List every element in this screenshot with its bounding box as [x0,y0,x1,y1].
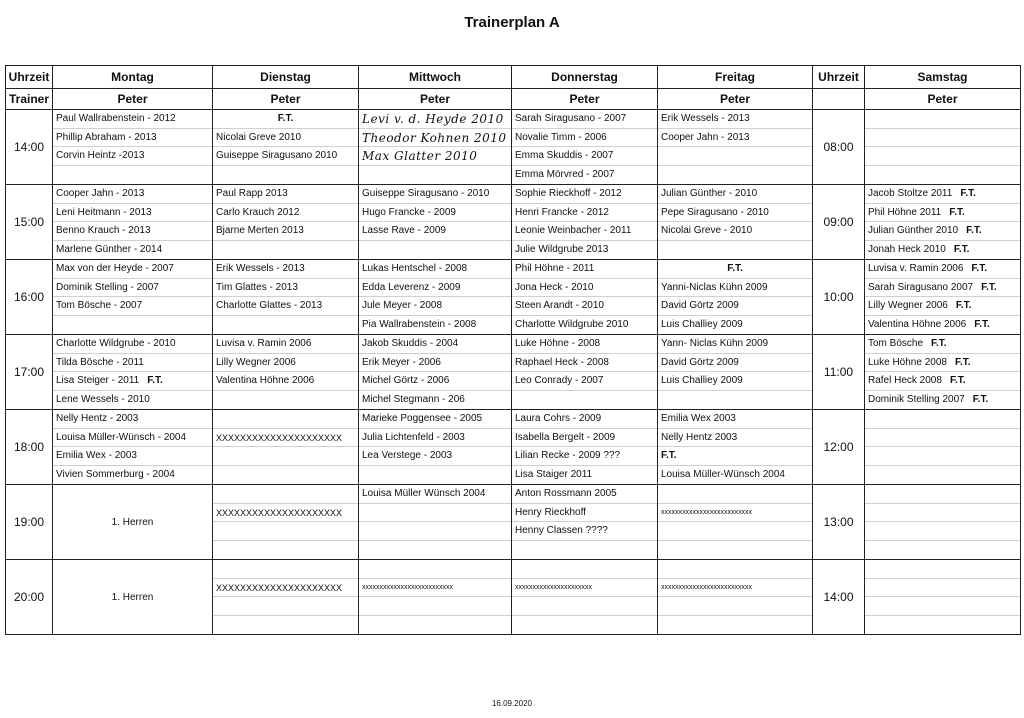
list-item: Hugo Francke - 2009 [359,204,511,223]
list-item [213,410,358,429]
list-item: Lene Wessels - 2010 [56,393,150,405]
header-montag: Montag [53,66,213,89]
list-item: Bjarne Merten 2013 [213,222,358,241]
list-item: David Görtz 2009 [658,354,812,373]
time-slot-row [6,110,813,185]
list-item: Sarah Siragusano - 2007 [512,110,657,129]
time-label: 16:00 [6,260,53,335]
list-item: Paul Wallrabenstein - 2012 [53,110,212,129]
time-label: 08:00 [813,110,865,185]
list-item [658,616,812,635]
ft-marker: F.T. [953,243,970,255]
list-item [213,560,358,579]
time-slot-row [6,485,813,560]
header-row-saturday [813,66,1021,89]
time-label: 14:00 [6,110,53,185]
list-item [865,129,1020,148]
day-cell [865,485,1021,560]
header-uhrzeit: Uhrzeit [6,66,53,89]
list-item [213,241,358,260]
list-item [865,222,1020,241]
list-item [865,147,1020,166]
day-cell [512,260,658,335]
ft-marker: F.T. [949,375,966,386]
list-item [658,522,812,541]
footer-date: 16.09.2020 [491,699,533,708]
ft-marker: F.T. [954,356,971,368]
list-item [865,279,1020,298]
day-cell [213,185,359,260]
day-cell [865,410,1021,485]
time-label: 15:00 [6,185,53,260]
header-trainer: Trainer [6,89,53,110]
blocked-marker: xxxxxxxxxxxxxxxxxxxxxxxxxx [658,579,812,598]
list-item-name: Julian Günther 2010 [868,225,959,236]
list-item: Nicolai Greve 2010 [213,129,358,148]
time-label: 18:00 [6,410,53,485]
list-item: Charlotte Wildgrube - 2010 [53,335,212,354]
list-item: Novalie Timm - 2006 [512,129,657,148]
list-item [865,504,1020,523]
list-item [865,241,1020,260]
list-item: Jule Meyer - 2008 [359,297,511,316]
list-item: Cooper Jahn - 2013 [658,129,812,148]
list-item: Erik Wessels - 2013 [213,260,358,279]
list-item: Jona Heck - 2010 [512,279,657,298]
list-item: Yanni-Niclas Kühn 2009 [658,279,812,298]
header-samstag: Samstag [865,66,1021,89]
list-item: Michel Görtz - 2006 [359,372,511,391]
list-item: Pepe Siragusano - 2010 [658,204,812,223]
list-item [213,166,358,185]
saturday-schedule-table [812,65,1021,635]
day-cell [512,560,658,635]
day-cell [213,560,359,635]
list-item: Nelly Hentz - 2003 [53,410,212,429]
header-uhrzeit-saturday: Uhrzeit [813,66,865,89]
list-item [658,241,812,260]
list-item [865,485,1020,504]
handwritten-entry: Max Glatter 2010 [359,147,511,166]
list-item: Pia Wallrabenstein - 2008 [362,318,477,330]
list-item: Luis Challiey 2009 [658,372,812,391]
ft-marker: F.T. [955,300,972,311]
list-item-name: Luvisa v. Ramin 2006 [868,263,964,274]
list-item [359,541,511,560]
list-item [359,504,511,523]
list-item: David Görtz 2009 [658,297,812,316]
list-item [359,560,511,579]
ft-marker: F.T. [213,110,358,129]
day-cell [658,485,813,560]
ft-marker: F.T. [658,260,812,279]
list-item: Paul Rapp 2013 [213,185,358,204]
ft-marker: F.T. [147,375,163,386]
day-cell [658,410,813,485]
trainer-montag: Peter [53,89,213,110]
list-item: Emilia Wex - 2003 [53,447,212,466]
day-cell [512,410,658,485]
time-slot-row [813,410,1021,485]
list-item: Lilian Recke - 2009 ??? [512,447,657,466]
day-cell [658,110,813,185]
time-label: 17:00 [6,335,53,410]
list-item: Max von der Heyde - 2007 [53,260,212,279]
day-cell [359,110,512,185]
list-item [512,597,657,616]
list-item: Marieke Poggensee - 2005 [359,410,511,429]
list-item [865,560,1020,579]
list-item [865,166,1020,185]
day-cell [359,335,512,410]
ft-marker: F.T. [949,206,965,218]
list-item: Yann- Niclas Kühn 2009 [658,335,812,354]
list-item: Anton Rossmann 2005 [512,485,657,504]
list-item-name: Tom Bösche [868,338,924,349]
list-item: Carlo Krauch 2012 [213,204,358,223]
day-cell [53,335,213,410]
list-item [865,372,1020,391]
list-item [512,560,657,579]
day-cell [658,185,813,260]
day-cell [865,560,1021,635]
list-item: Louisa Müller Wünsch 2004 [359,485,511,504]
ft-marker: F.T. [966,225,982,236]
day-cell [213,410,359,485]
list-item: Corvin Heintz -2013 [53,147,212,166]
list-item: Valentina Höhne 2006 [213,372,358,391]
list-item: Laura Cohrs - 2009 [512,410,657,429]
list-item: Emilia Wex 2003 [658,410,812,429]
list-item [865,522,1020,541]
list-item [213,447,358,466]
list-item: Lukas Hentschel - 2008 [359,260,511,279]
list-item: Henry Rieckhoff [512,504,657,523]
list-item [213,522,358,541]
header-dienstag: Dienstag [213,66,359,89]
header-row-trainer [6,89,813,110]
list-item: Leni Heitmann - 2013 [53,204,212,223]
list-item [865,185,1020,204]
list-item [865,204,1020,223]
list-item-name: Jacob Stoltze 2011 [868,188,953,199]
header-blank [813,89,865,110]
list-item: Raphael Heck - 2008 [512,354,657,373]
day-cell [865,260,1021,335]
day-cell [53,185,213,260]
list-item [359,616,511,635]
list-item: Nicolai Greve - 2010 [658,222,812,241]
time-label: 20:00 [6,560,53,635]
list-item: Henny Classen ???? [512,522,657,541]
list-item [865,260,1020,279]
list-item: Cooper Jahn - 2013 [53,185,212,204]
day-cell [865,110,1021,185]
blocked-marker: xxxxxxxxxxxxxxxxxxxxxxxxxx [658,504,812,523]
list-item-name: Sarah Siragusano 2007 [868,281,974,293]
list-item-name: Lisa Steiger - 2011 [56,375,140,386]
list-item [359,597,511,616]
handwritten-entry: Levi v. d. Heyde 2010 [359,110,511,129]
list-item: Julian Günther - 2010 [658,185,812,204]
day-cell [53,110,213,185]
list-item: Lisa Staiger 2011 [515,468,593,480]
list-item: Luke Höhne - 2008 [512,335,657,354]
list-item: Isabella Bergelt - 2009 [512,429,657,448]
time-slot-row [6,410,813,485]
list-item [359,522,511,541]
list-item: Luvisa v. Ramin 2006 [213,335,358,354]
day-cell [213,110,359,185]
list-item: Louisa Müller-Wünsch - 2004 [53,429,212,448]
list-item [53,166,212,185]
ft-marker: F.T. [981,281,997,293]
list-item: Erik Meyer - 2006 [359,354,511,373]
list-item [213,466,358,485]
header-mittwoch: Mittwoch [359,66,512,89]
time-slot-row [6,185,813,260]
list-item: Tim Glattes - 2013 [213,279,358,298]
list-item-name: Dominik Stelling 2007 [868,393,965,405]
ft-marker: F.T. [972,393,989,405]
time-slot-row [813,185,1021,260]
list-item: Erik Wessels - 2013 [658,110,812,129]
list-item [865,597,1020,616]
header-donnerstag: Donnerstag [512,66,658,89]
list-item: Edda Leverenz - 2009 [359,279,511,298]
team-label: 1. Herren [53,485,213,560]
list-item: Phil Höhne - 2011 [512,260,657,279]
team-label: 1. Herren [53,560,213,635]
list-item: Sophie Rieckhoff - 2012 [512,185,657,204]
time-label: 09:00 [813,185,865,260]
list-item [512,616,657,635]
list-item: Julia Lichtenfeld - 2003 [359,429,511,448]
list-item-name: Lilly Wegner 2006 [868,300,948,311]
time-slot-row [813,485,1021,560]
day-cell [359,560,512,635]
time-label: 14:00 [813,560,865,635]
list-item [53,372,212,391]
day-cell [213,260,359,335]
list-item [359,466,511,485]
list-item: Steen Arandt - 2010 [512,297,657,316]
time-label: 10:00 [813,260,865,335]
list-item [865,616,1020,635]
ft-marker: F.T. [960,188,976,199]
list-item [865,335,1020,354]
list-item [512,391,657,410]
list-item: Luis Challiey 2009 [661,318,743,330]
list-item-name: Valentina Höhne 2006 [868,318,967,330]
day-cell [865,185,1021,260]
list-item [865,316,1020,335]
list-item [512,541,657,560]
day-cell [213,335,359,410]
ft-marker: F.T. [658,447,812,466]
list-item: Guiseppe Siragusano 2010 [213,147,358,166]
list-item [865,391,1020,410]
day-cell [359,485,512,560]
day-cell [865,335,1021,410]
day-cell [512,485,658,560]
time-slot-row [6,560,813,635]
ft-marker: F.T. [971,263,987,274]
list-item [213,597,358,616]
list-item [865,297,1020,316]
list-item [658,597,812,616]
list-item: Phillip Abraham - 2013 [53,129,212,148]
day-cell [512,335,658,410]
list-item: Emma Skuddis - 2007 [512,147,657,166]
list-item: Guiseppe Siragusano - 2010 [359,185,511,204]
list-item: Louisa Müller-Wünsch 2004 [661,468,785,480]
list-item [865,466,1020,485]
list-item: Michel Stegmann - 206 [362,393,465,405]
list-item [865,579,1020,598]
header-row-days [6,66,813,89]
trainer-donnerstag: Peter [512,89,658,110]
list-item: Benno Krauch - 2013 [53,222,212,241]
list-item: Charlotte Glattes - 2013 [213,297,358,316]
list-item: Leonie Weinbacher - 2011 [512,222,657,241]
handwritten-entry: Theodor Kohnen 2010 [359,129,511,148]
time-slot-row [813,560,1021,635]
list-item: Charlotte Wildgrube 2010 [515,318,629,330]
list-item [213,541,358,560]
blocked-marker: xxxxxxxxxxxxxxxxxxxxxx [512,579,657,598]
day-cell [359,260,512,335]
day-cell [658,560,813,635]
day-cell [658,335,813,410]
list-item: Emma Mörvred - 2007 [515,168,615,180]
list-item-name: Rafel Heck 2008 [868,375,942,386]
page-title: Trainerplan A [464,14,560,31]
time-label: 12:00 [813,410,865,485]
day-cell [53,260,213,335]
blocked-marker: XXXXXXXXXXXXXXXXXXXXX [213,579,358,598]
list-item: Leo Conrady - 2007 [512,372,657,391]
list-item [658,391,812,410]
list-item [53,316,212,335]
blocked-marker: XXXXXXXXXXXXXXXXXXXXX [213,504,358,523]
time-label: 19:00 [6,485,53,560]
day-cell [359,185,512,260]
list-item [658,541,812,560]
day-cell [53,410,213,485]
list-item: Julie Wildgrube 2013 [515,243,609,255]
list-item-name: Jonah Heck 2010 [868,243,946,255]
day-cell [512,185,658,260]
time-label: 13:00 [813,485,865,560]
list-item [658,147,812,166]
list-item [213,391,358,410]
blocked-marker: xxxxxxxxxxxxxxxxxxxxxxxxxx [359,579,511,598]
trainer-mittwoch: Peter [359,89,512,110]
list-item: Lea Verstege - 2003 [359,447,511,466]
list-item [658,560,812,579]
list-item: Marlene Günther - 2014 [56,243,163,255]
list-item [213,616,358,635]
trainer-freitag: Peter [658,89,813,110]
trainer-schedule-table [5,65,813,635]
list-item-name: Luke Höhne 2008 [868,356,947,368]
ft-marker: F.T. [974,318,990,330]
list-item [865,541,1020,560]
list-item [213,485,358,504]
list-item [658,166,812,185]
time-slot-row [813,260,1021,335]
day-cell [512,110,658,185]
header-row-trainer-saturday [813,89,1021,110]
blocked-marker: XXXXXXXXXXXXXXXXXXXXX [213,429,358,448]
day-cell [213,485,359,560]
list-item: Lilly Wegner 2006 [213,354,358,373]
list-item: Lasse Rave - 2009 [359,222,511,241]
list-item: Nelly Hentz 2003 [658,429,812,448]
list-item [865,429,1020,448]
time-slot-row [6,335,813,410]
list-item [658,485,812,504]
header-freitag: Freitag [658,66,813,89]
list-item: Henri Francke - 2012 [512,204,657,223]
list-item [865,447,1020,466]
list-item [359,166,511,185]
trainer-samstag: Peter [865,89,1021,110]
time-slot-row [813,110,1021,185]
time-slot-row [813,335,1021,410]
ft-marker: F.T. [931,338,947,349]
list-item-name: Phil Höhne 2011 [868,206,942,218]
list-item [359,241,511,260]
day-cell [359,410,512,485]
list-item: Tom Bösche - 2007 [53,297,212,316]
time-slot-row [6,260,813,335]
list-item: Vivien Sommerburg - 2004 [56,468,175,480]
list-item [865,410,1020,429]
list-item: Jakob Skuddis - 2004 [359,335,511,354]
trainer-dienstag: Peter [213,89,359,110]
list-item [865,110,1020,129]
list-item: Tilda Bösche - 2011 [53,354,212,373]
list-item [865,354,1020,373]
list-item: Dominik Stelling - 2007 [53,279,212,298]
list-item [213,316,358,335]
day-cell [658,260,813,335]
time-label: 11:00 [813,335,865,410]
